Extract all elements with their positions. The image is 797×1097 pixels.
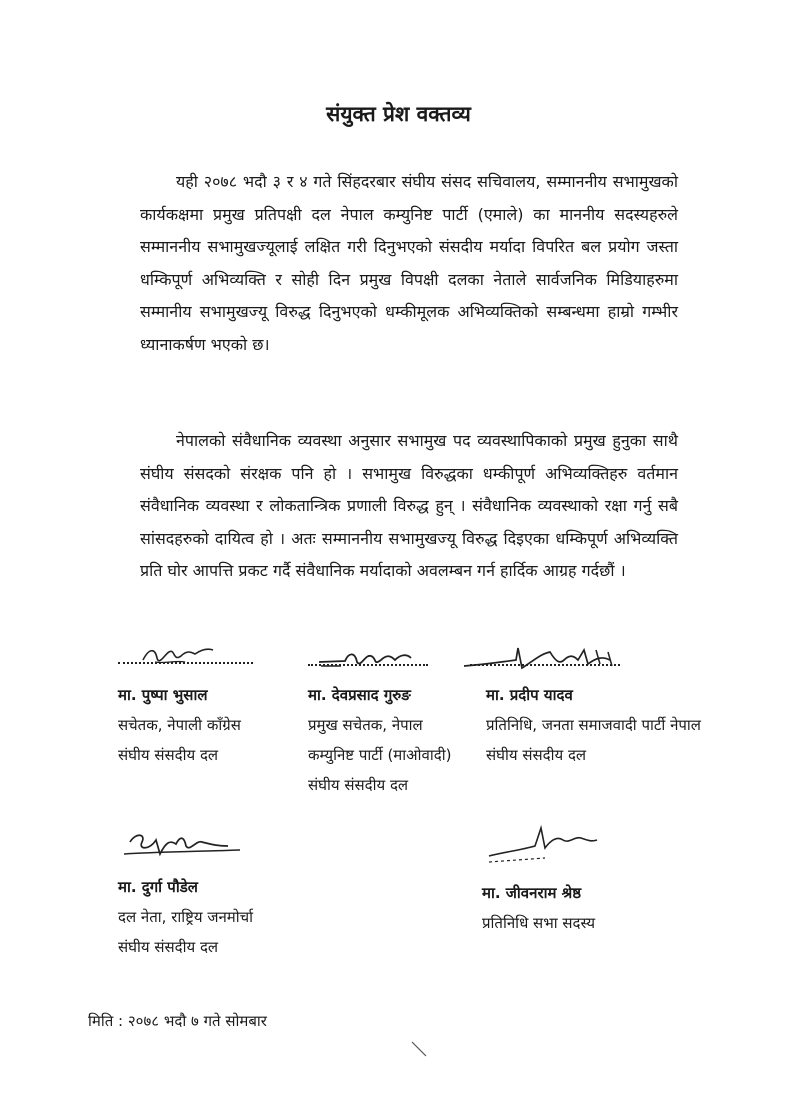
signatory-5-title: प्रतिनिधि सभा सदस्य	[482, 914, 596, 932]
signature-3-scribble	[460, 642, 640, 676]
paragraph-1-text: यही २०७८ भदौ ३ र ४ गते सिंहदरबार संघीय संसद सचिवालय, सम्माननीय सभामुखको कार्यकक्षमा प्रमुख प्रतिपक्षी दल नेपाल कम्युनिष्ट पार्टी (एमाले) का माननीय सदस्यहरुले सम्माननीय सभामुखज्यूलाई लक्षित गरी दिनुभएको संसदीय मर्यादा विपरित बल प्रयोग जस्ता धम्किपूर्ण अभिव्यक्ति र सोही दिन प्रमुख विपक्षी दलका नेताले सार्वजनिक मिडियाहरुमा सम्मानीय सभामुखज्यू विरुद्ध दिनुभएको धम्कीमूलक अभिव्यक्तिको सम्बन्धमा हाम्रो गम्भीर ध्यानाकर्षण भएको छ।	[140, 172, 678, 354]
signatory-3-title: प्रतिनिधि, जनता समाजवादी पार्टी नेपाल	[486, 716, 701, 734]
signature-5-scribble	[485, 822, 605, 866]
signatory-1	[118, 680, 241, 770]
paragraph-2	[140, 425, 678, 588]
paragraph-2-text: नेपालको संवैधानिक व्यवस्था अनुसार सभामुख पद व्यवस्थापिकाको प्रमुख हुनुका साथै संघीय संसदको संरक्षक पनि हो । सभामुख विरुद्धका धम्कीपूर्ण अभिव्यक्तिहरु वर्तमान संवैधानिक व्यवस्था र लोकतान्त्रिक प्रणाली विरुद्ध हुन् । संवैधानिक व्यवस्थाको रक्षा गर्नु सबै सांसदहरुको दायित्व हो । अतः सम्माननीय सभामुखज्यू विरुद्ध दिइएका धम्किपूर्ण अभिव्यक्ति प्रति घोर आपत्ति प्रकट गर्दै संवैधानिक मर्यादाको अवलम्बन गर्न हार्दिक आग्रह गर्दछौं ।	[140, 431, 678, 580]
signature-2-dotted-line	[308, 662, 428, 666]
signature-4-scribble	[120, 828, 250, 864]
signatory-3-group: संघीय संसदीय दल	[486, 746, 587, 764]
signatory-1-title: सचेतक, नेपाली काँग्रेस	[118, 716, 241, 734]
signatory-2-group: संघीय संसदीय दल	[308, 776, 409, 794]
signature-1-scribble	[135, 640, 235, 670]
signatory-4-title: दल नेता, राष्ट्रिय जनमोर्चा	[118, 908, 254, 926]
signatory-2-party: कम्युनिष्ट पार्टी (माओवादी)	[308, 746, 452, 764]
signatory-3	[486, 680, 701, 770]
signatory-4	[118, 872, 253, 962]
signatory-4-group: संघीय संसदीय दल	[118, 938, 219, 956]
signatory-4-name: मा. दुर्गा पौडेल	[118, 878, 198, 896]
signature-3-dotted-line	[470, 662, 620, 666]
signatory-2-title: प्रमुख सचेतक, नेपाल	[308, 716, 423, 734]
signatory-5	[482, 878, 595, 938]
signatory-3-name: मा. प्रदीप यादव	[486, 686, 573, 704]
signatory-1-name: मा. पुष्पा भुसाल	[118, 686, 208, 704]
document-date: मिति : २०७८ भदौ ७ गते सोमबार	[88, 1012, 267, 1030]
signature-1-dotted-line	[118, 660, 253, 664]
signatory-1-party: संघीय संसदीय दल	[118, 746, 219, 764]
signatory-2	[308, 680, 451, 800]
signatory-2-name: मा. देवप्रसाद गुरुङ	[308, 686, 411, 704]
paragraph-1	[140, 166, 678, 361]
signature-2-scribble	[315, 644, 425, 674]
document-title: संयुक्त प्रेश वक्तव्य	[326, 102, 471, 126]
signatory-5-name: मा. जीवनराम श्रेष्ठ	[482, 884, 582, 902]
stray-pen-mark	[410, 1040, 430, 1060]
